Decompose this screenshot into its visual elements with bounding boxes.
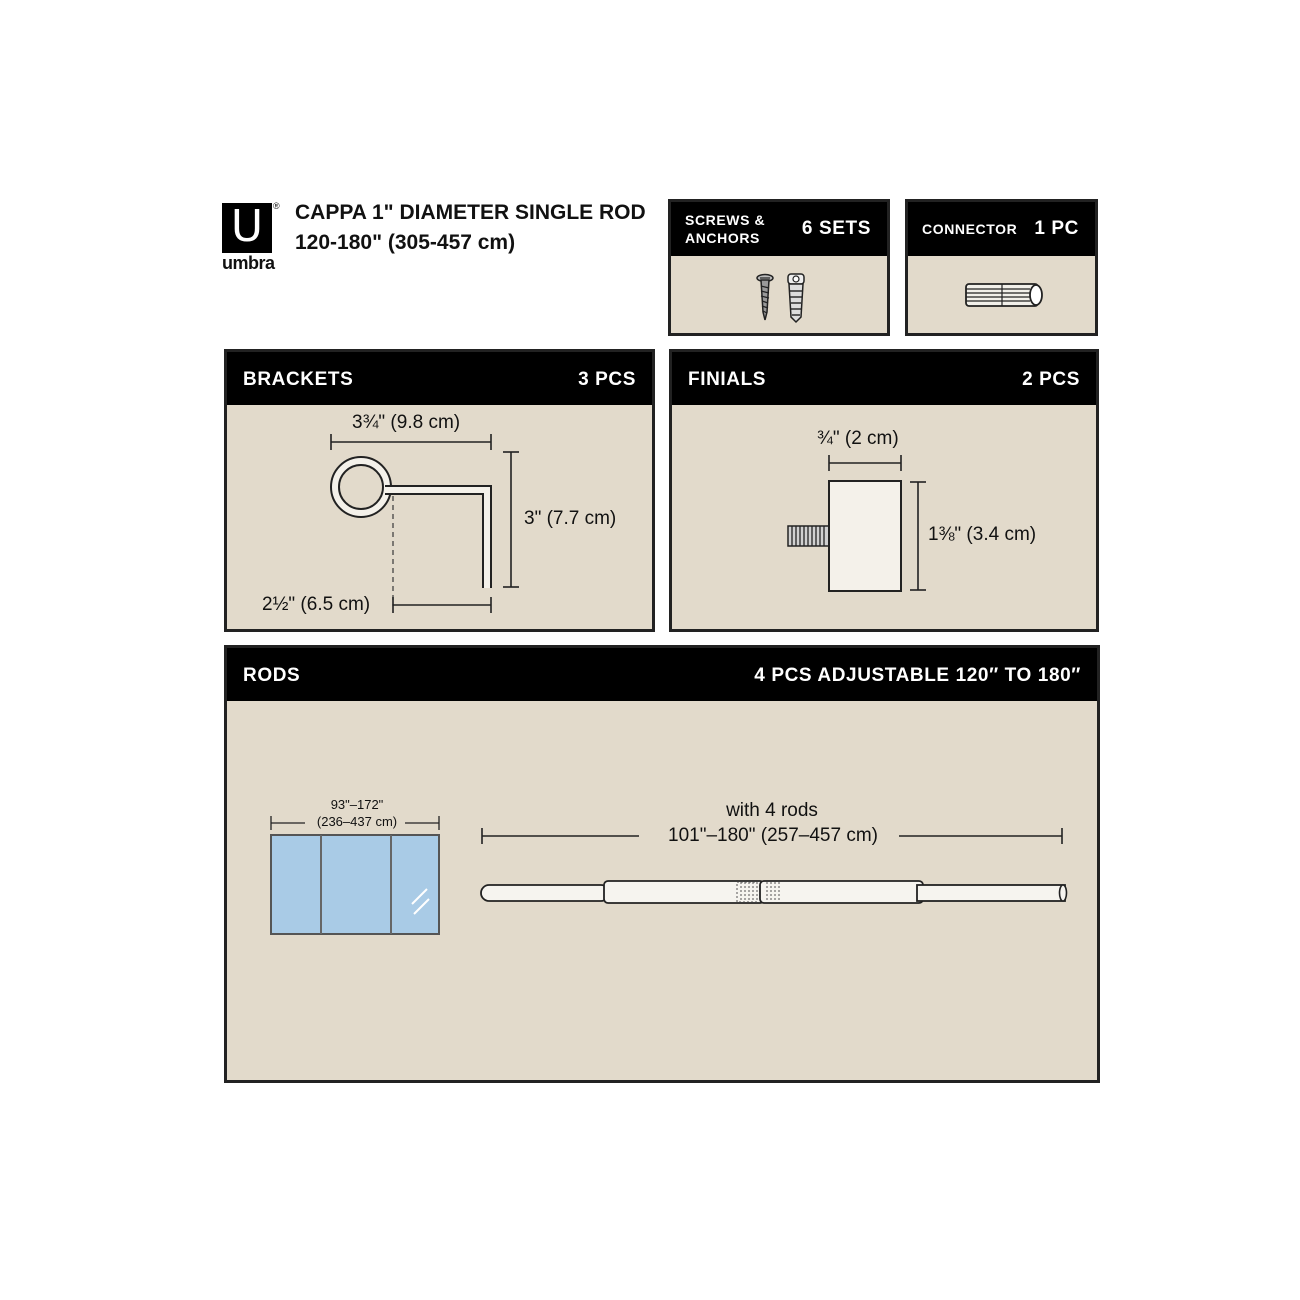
connector-count: 1 PC — [1034, 218, 1079, 239]
screws-header — [671, 202, 887, 256]
rods-label: RODS — [243, 665, 301, 686]
logo-letter: U — [230, 201, 264, 252]
bracket-height-label: 3" (7.7 cm) — [524, 508, 617, 529]
finial-width-label: ¾" (2 cm) — [817, 428, 899, 449]
finial-height-label: 1⅜" (3.4 cm) — [928, 524, 1037, 545]
screws-label-line2: ANCHORS — [685, 230, 760, 246]
product-title: CAPPA 1" DIAMETER SINGLE ROD — [295, 201, 646, 224]
brand-logo — [222, 203, 280, 275]
brackets-panel — [224, 349, 655, 632]
finials-panel — [669, 349, 1099, 632]
rods-panel — [224, 645, 1100, 1083]
connector-icon — [964, 280, 1044, 310]
screws-panel — [668, 199, 890, 336]
bracket-icon — [227, 352, 658, 635]
connector-panel — [905, 199, 1098, 336]
product-size: 120-180" (305-457 cm) — [295, 231, 516, 254]
screws-count: 6 SETS — [801, 218, 871, 239]
finials-count: 2 PCS — [1022, 369, 1080, 390]
brackets-count: 3 PCS — [578, 369, 636, 390]
finials-label: FINIALS — [688, 369, 767, 390]
connector-label: CONNECTOR — [922, 221, 1018, 237]
finial-icon — [672, 352, 1102, 635]
logo-name: umbra — [222, 253, 275, 273]
anchor-icon — [785, 271, 807, 325]
rod-note: with 4 rods — [726, 800, 818, 821]
bracket-projection-label: 2½" (6.5 cm) — [262, 594, 371, 615]
brackets-label: BRACKETS — [243, 369, 354, 390]
rod-icon — [227, 648, 1103, 1086]
rods-count: 4 PCS ADJUSTABLE 120″ TO 180″ — [754, 665, 1081, 686]
window-dim-line1: 93"–172" — [330, 797, 384, 812]
window-dim-line2: (236–437 cm) — [316, 814, 398, 829]
bracket-width-label: 3¾" (9.8 cm) — [352, 412, 461, 433]
screw-icon — [755, 274, 775, 324]
rod-length-label: 101"–180" (257–457 cm) — [668, 825, 878, 846]
logo-registered-mark: ® — [273, 201, 280, 211]
connector-header — [908, 202, 1095, 256]
screws-label-line1: SCREWS & — [685, 212, 766, 228]
